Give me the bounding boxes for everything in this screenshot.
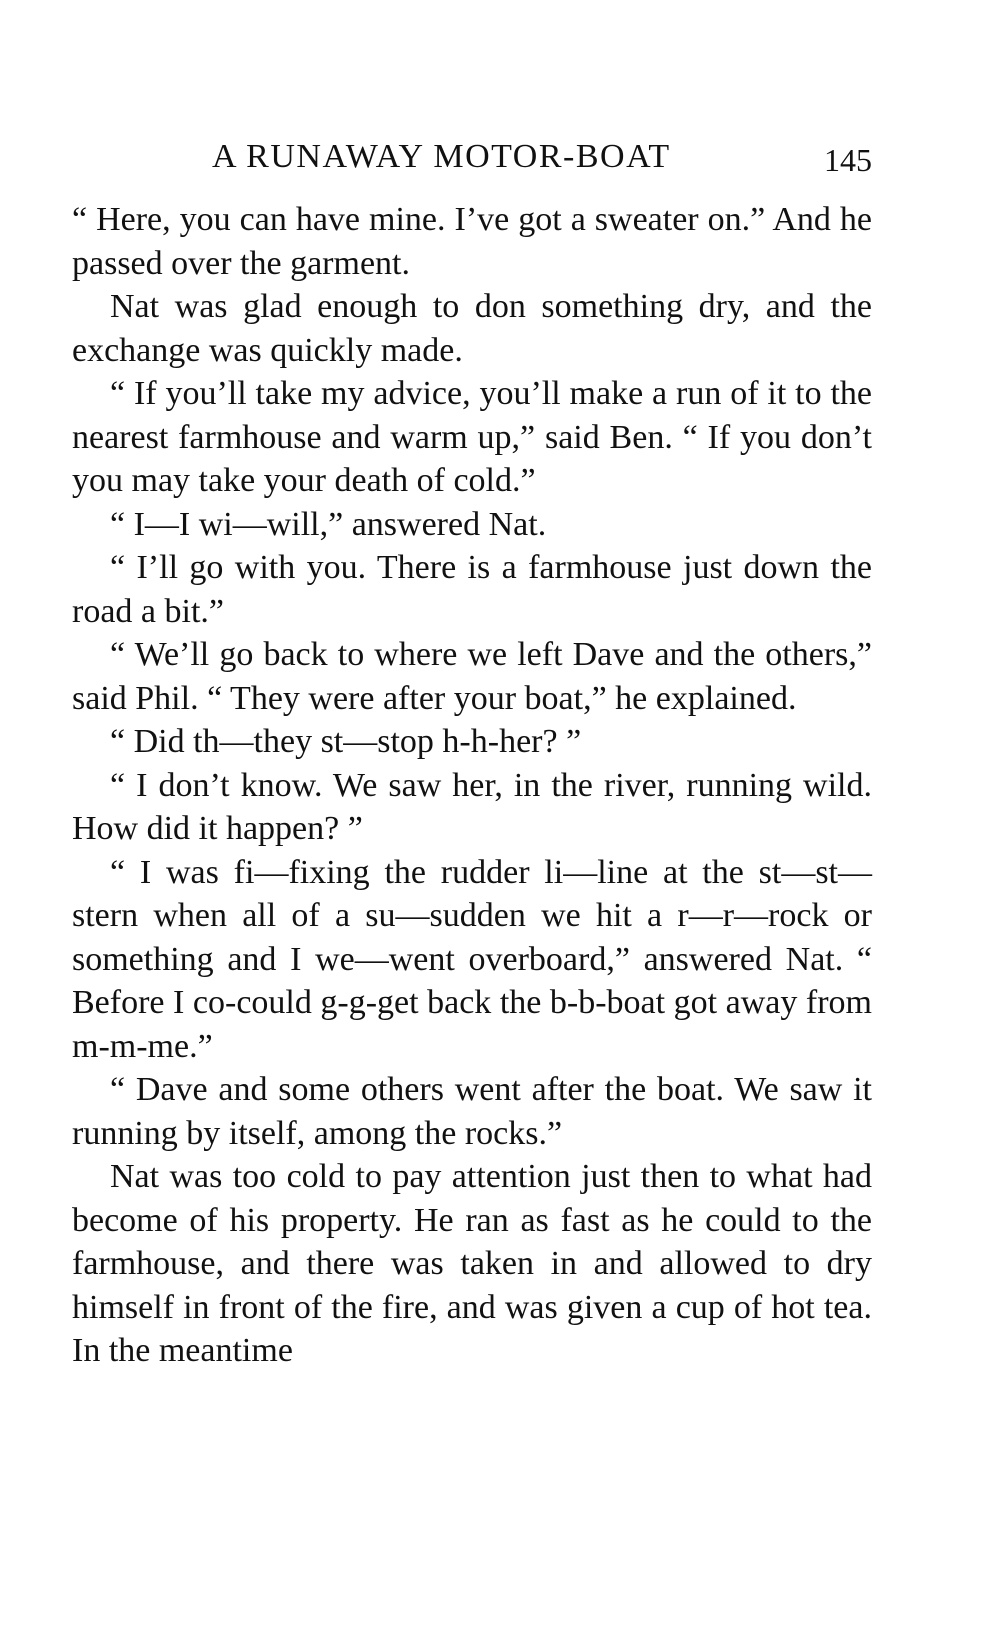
paragraph-1: “ Here, you can have mine. I’ve got a sweater on.” And he passed over the garment.: [72, 201, 872, 282]
running-title: A RUNAWAY MOTOR-BOAT: [212, 138, 671, 175]
paragraph-4: “ I—I wi—will,” answered Nat.: [110, 505, 547, 543]
paragraph-2: Nat was glad enough to don something dry, and the exchange was quickly made.: [72, 288, 872, 369]
paragraph-3: “ If you’ll take my advice, you’ll make a run of it to the nearest farmhouse and warm up,” said Ben. “ If you don’t you may take your death of cold.”: [72, 375, 872, 499]
body-text: [72, 198, 872, 1373]
paragraph-7: “ Did th—they st—stop h-h-her? ”: [110, 723, 582, 760]
page-number: 145: [824, 142, 872, 178]
paragraph-6: “ We’ll go back to where we left Dave and the others,” said Phil. “ They were after your boat,” he explained.: [72, 636, 872, 717]
paragraph-10: “ Dave and some others went after the boat. We saw it running by itself, among the rocks.”: [72, 1071, 872, 1152]
paragraph-11: Nat was too cold to pay attention just then to what had become of his property. He ran as fast as he could to the farmhouse, and there was taken in and allowed to dry himself in front of the fire, and was given a cup of hot tea. In the meantime: [72, 1158, 872, 1369]
paragraph-9: “ I was fi—fixing the rudder li—line at the st—st—stern when all of a su—sudden we hit a r—r—rock or something and I we—went overboard,” answered Nat. “ Before I co-could g-g-get back the b-b-boat got away from m-m-me.”: [72, 853, 872, 1065]
running-head: [72, 138, 872, 188]
paragraph-5: “ I’ll go with you. There is a farmhouse just down the road a bit.”: [72, 549, 872, 630]
paragraph-8: “ I don’t know. We saw her, in the river, running wild. How did it happen? ”: [72, 766, 872, 847]
